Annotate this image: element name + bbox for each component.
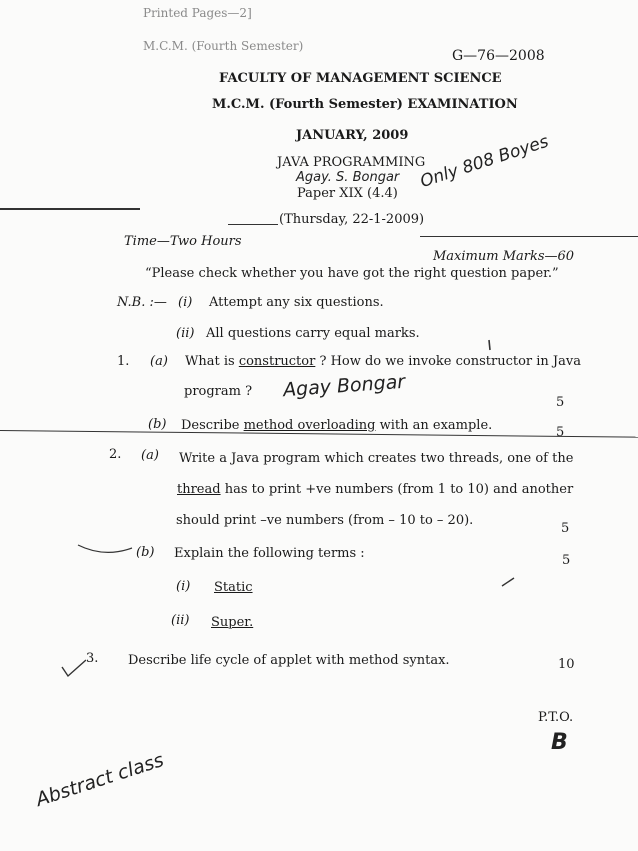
q2a-line2: thread has to print +ve numbers (from 1 to 10) and another bbox=[177, 482, 574, 497]
exam-time: Time—Two Hours bbox=[124, 234, 242, 249]
handwritten-name-1: Agay. S. Bongar bbox=[296, 170, 400, 185]
q2a-label: (a) bbox=[141, 448, 159, 463]
q1a-line2: program ? bbox=[184, 384, 253, 399]
q2a-line3: should print –ve numbers (from – 10 to – 20). bbox=[176, 513, 474, 528]
paper-number: Paper XIX (4.4) bbox=[297, 186, 398, 201]
q2a-line1: Write a Java program which creates two threads, one of the bbox=[179, 451, 574, 466]
q2b-margin-stroke bbox=[78, 545, 132, 552]
handwritten-margin-note: Abstract class bbox=[33, 748, 167, 811]
q3-number: 3. bbox=[86, 651, 99, 666]
q2b-label: (b) bbox=[136, 545, 155, 560]
check-question-note: “Please check whether you have got the right question paper.” bbox=[145, 266, 559, 281]
q1a-line1: What is constructor ? How do we invoke constructor in Java bbox=[185, 354, 581, 369]
q2b-marks: 5 bbox=[562, 553, 571, 568]
q2b-text: Explain the following terms : bbox=[174, 546, 365, 561]
q2-number: 2. bbox=[109, 447, 122, 462]
printed-pages-text: Printed Pages—2] bbox=[143, 6, 252, 20]
exam-title: M.C.M. (Fourth Semester) EXAMINATION bbox=[212, 97, 518, 112]
handwritten-name-2: Agay Bongar bbox=[282, 370, 406, 402]
q2a-marks: 5 bbox=[561, 521, 570, 536]
note-1-number: (i) bbox=[178, 295, 193, 310]
subject-title: JAVA PROGRAMMING bbox=[277, 155, 426, 170]
q1b-marks: 5 bbox=[556, 425, 565, 440]
q1-number: 1. bbox=[117, 354, 130, 369]
paper-code: G—76—2008 bbox=[452, 48, 545, 64]
note-2-text: All questions carry equal marks. bbox=[206, 326, 420, 341]
q2b-term-2-text: Super. bbox=[211, 615, 254, 630]
stray-dash-mark bbox=[502, 578, 514, 586]
q1a-marks: 5 bbox=[556, 395, 565, 410]
pto-text: P.T.O. bbox=[538, 710, 574, 725]
faculty-title: FACULTY OF MANAGEMENT SCIENCE bbox=[219, 71, 502, 86]
exam-date: (Thursday, 22-1-2009) bbox=[279, 212, 425, 227]
max-marks: Maximum Marks—60 bbox=[433, 249, 575, 264]
nb-label: N.B. :— bbox=[117, 295, 167, 310]
q2b-term-1-text: Static bbox=[214, 580, 253, 595]
note-1-text: Attempt any six questions. bbox=[209, 295, 384, 310]
q2b-term-2-number: (ii) bbox=[171, 613, 190, 628]
stray-tick-mark bbox=[489, 340, 490, 350]
q1a-label: (a) bbox=[150, 354, 168, 369]
q3-check-mark bbox=[62, 660, 86, 676]
q1b-label: (b) bbox=[148, 417, 167, 432]
handwritten-note-right: Only 808 Boyes bbox=[417, 131, 552, 192]
q3-marks: 10 bbox=[558, 657, 575, 672]
exam-month-year: JANUARY, 2009 bbox=[296, 128, 409, 143]
q3-text: Describe life cycle of applet with method syntax. bbox=[128, 653, 450, 668]
note-2-number: (ii) bbox=[176, 326, 195, 341]
q2b-term-1-number: (i) bbox=[176, 579, 191, 594]
handwritten-letter-b: B bbox=[551, 730, 568, 755]
q1b-text: Describe method overloading with an example. bbox=[181, 418, 493, 433]
course-semester-text: M.C.M. (Fourth Semester) bbox=[143, 39, 304, 53]
